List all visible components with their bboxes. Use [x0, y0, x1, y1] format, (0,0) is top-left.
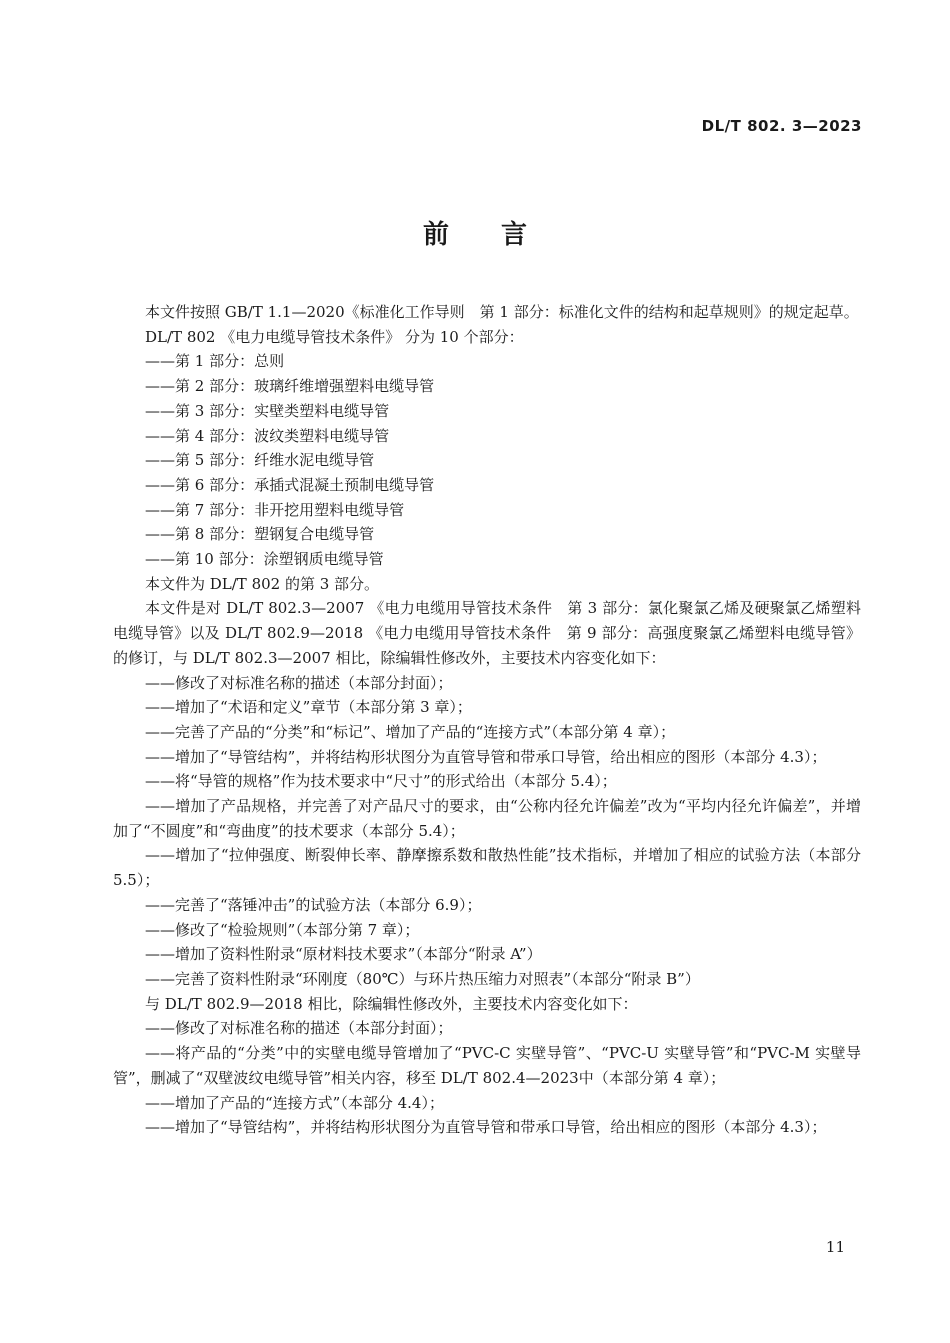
page-title [0, 214, 950, 251]
list-item: ——增加了“导管结构”，并将结构形状图分为直管导管和带承口导管，给出相应的图形（本部分 4.3）； [145, 747, 827, 766]
list-item: ——完善了“落锤冲击”的试验方法（本部分 6.9）； [145, 895, 482, 914]
list-item: ——第 6 部分：承插式混凝土预制电缆导管 [145, 475, 435, 494]
list-item: ——将“导管的规格”作为技术要求中“尺寸”的形式给出（本部分 5.4）； [145, 772, 617, 791]
paragraph-revision-2018-intro: 与 DL/T 802.9—2018 相比，除编辑性修改外，主要技术内容变化如下： [145, 994, 638, 1013]
list-item: ——第 8 部分：塑钢复合电缆导管 [145, 525, 375, 544]
parts-list [113, 349, 861, 571]
title-char-2: 言 [501, 220, 528, 250]
page-number: 11 [825, 1238, 845, 1256]
list-item: ——修改了对标准名称的描述（本部分封面）； [145, 1019, 453, 1038]
list-item: ——增加了产品规格，并完善了对产品尺寸的要求，由“公称内径允许偏差”改为“平均内径允许偏差”，并增加了“不圆度”和“弯曲度”的技术要求（本部分 5.4）； [113, 797, 861, 840]
paragraph-parts-intro: DL/T 802 《电力电缆导管技术条件》 分为 10 个部分： [145, 327, 524, 346]
list-item: ——修改了对标准名称的描述（本部分封面）； [145, 673, 453, 692]
changes-2007-list [113, 671, 861, 992]
list-item: ——第 4 部分：波纹类塑料电缆导管 [145, 426, 390, 445]
list-item: ——第 2 部分：玻璃纤维增强塑料电缆导管 [145, 377, 435, 396]
list-item: ——完善了资料性附录“环刚度（80℃）与环片热压缩力对照表”（本部分“附录 B”） [145, 969, 700, 988]
list-item: ——第 5 部分：纤维水泥电缆导管 [145, 451, 375, 470]
paragraph-drafting-basis: 本文件按照 GB/T 1.1—2020《标准化工作导则 第 1 部分：标准化文件的结构和起草规则》的规定起草。 [145, 303, 859, 321]
list-item: ——增加了“导管结构”，并将结构形状图分为直管导管和带承口导管，给出相应的图形（本部分 4.3）； [145, 1118, 827, 1137]
list-item: ——第 7 部分：非开挖用塑料电缆导管 [145, 500, 405, 519]
paragraph-part-statement: 本文件为 DL/T 802 的第 3 部分。 [145, 574, 380, 593]
list-item: ——增加了“拉伸强度、断裂伸长率、静摩擦系数和散热性能”技术指标，并增加了相应的试验方法（本部分 5.5）； [113, 846, 861, 890]
list-item: ——增加了资料性附录“原材料技术要求”（本部分“附录 A”） [145, 945, 542, 964]
list-item: ——增加了产品的“连接方式”（本部分 4.4）； [145, 1093, 444, 1112]
paragraph-revision-2007-intro: 本文件是对 DL/T 802.3—2007 《电力电缆用导管技术条件 第 3 部分：氯化聚氯乙烯及硬聚氯乙烯塑料电缆导管》以及 DL/T 802.9—2018 《电力电缆用导管技术条件 第 9 部分：高强度聚氯乙烯塑料电缆导管》的修订，与 DL/T 802.3—2007 相比，除编辑性修改外，主要技术内容变化如下： [113, 599, 861, 667]
list-item: ——将产品的“分类”中的实壁电缆导管增加了“PVC-C 实壁导管”、“PVC-U 实壁导管”和“PVC-M 实壁导管”，删减了“双壁波纹电缆导管”相关内容，移至 DL/T 802.4—2023中（本部分第 4 章）； [113, 1044, 861, 1087]
list-item: ——增加了“术语和定义”章节（本部分第 3 章）； [145, 698, 472, 717]
list-item: ——第 3 部分：实壁类塑料电缆导管 [145, 401, 390, 420]
list-item: ——第 10 部分：涂塑钢质电缆导管 [145, 550, 384, 569]
document-code: DL/T 802. 3—2023 [701, 117, 862, 135]
list-item: ——第 1 部分：总则 [145, 352, 285, 371]
list-item: ——修改了“检验规则”（本部分第 7 章）； [145, 920, 420, 939]
changes-2018-list [113, 1016, 861, 1140]
title-char-1: 前 [422, 220, 449, 250]
list-item: ——完善了产品的“分类”和“标记”、增加了产品的“连接方式”（本部分第 4 章）； [145, 722, 676, 741]
foreword-body [113, 300, 861, 1140]
